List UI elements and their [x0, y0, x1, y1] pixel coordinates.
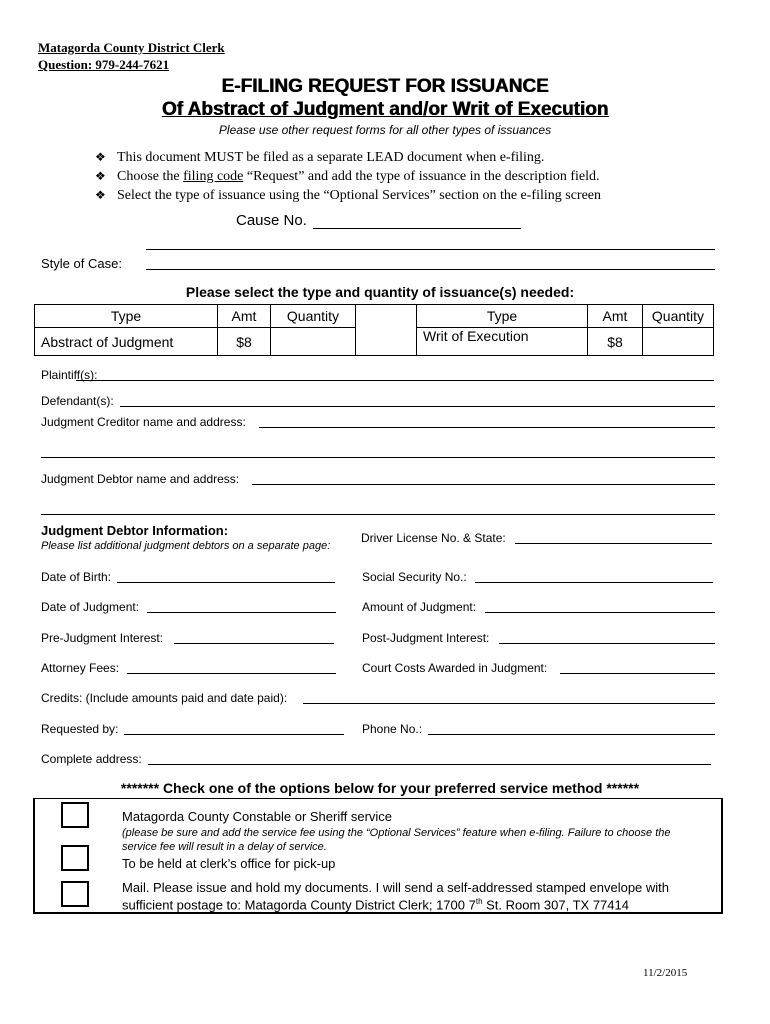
style-of-case-label: Style of Case:	[41, 256, 122, 271]
col-amt-2: Amt	[588, 305, 643, 328]
creditor-field-2[interactable]	[41, 457, 715, 458]
abstract-quantity-field[interactable]	[271, 328, 356, 356]
address-field[interactable]	[148, 764, 711, 765]
instruction-3: ❖ Select the type of issuance using the “Optional Services” section on the e-filing screen	[95, 188, 602, 203]
style-of-case-field-1[interactable]	[146, 249, 715, 250]
debtor-label: Judgment Debtor name and address:	[41, 472, 240, 486]
date-judgment-field[interactable]	[147, 612, 336, 613]
form-subtitle: Of Abstract of Judgment and/or Writ of Execution	[161, 99, 609, 120]
writ-quantity-field[interactable]	[643, 328, 714, 356]
col-type: Type	[35, 305, 218, 328]
col-quantity: Quantity	[271, 305, 356, 328]
instruction-2: ❖ Choose the filing code “Request” and add the type of issuance in the description field.	[95, 169, 600, 184]
driver-license-field[interactable]	[515, 543, 712, 544]
debtor-field-1[interactable]	[252, 484, 715, 485]
issuance-table	[34, 304, 714, 356]
abstract-type: Abstract of Judgment	[35, 328, 218, 356]
bullet-icon: ❖	[95, 150, 106, 164]
credits-field[interactable]	[303, 703, 715, 704]
constable-checkbox[interactable]	[61, 802, 89, 828]
credits-label: Credits: (Include amounts paid and date paid):	[41, 691, 288, 705]
bullet-icon: ❖	[95, 188, 106, 202]
writ-amt: $8	[588, 328, 643, 356]
pre-interest-label: Pre-Judgment Interest:	[41, 631, 164, 645]
debtor-info-note: Please list additional judgment debtors on a separate page:	[41, 540, 331, 552]
driver-license-label: Driver License No. & State:	[361, 531, 506, 545]
court-costs-field[interactable]	[560, 673, 715, 674]
attorney-fees-label: Attorney Fees:	[41, 661, 120, 675]
requested-by-label: Requested by:	[41, 722, 119, 736]
question-phone: Question: 979-244-7621	[38, 57, 170, 72]
col-amt: Amt	[218, 305, 271, 328]
amount-judgment-field[interactable]	[485, 612, 715, 613]
opt-constable-note: (please be sure and add the service fee using the “Optional Services” feature when e-filing. Failure to choose the service fee will result in a delay of service.	[122, 827, 671, 853]
debtor-field-2[interactable]	[41, 514, 715, 515]
court-costs-label: Court Costs Awarded in Judgment:	[362, 661, 548, 675]
defendant-label: Defendant(s):	[41, 394, 114, 408]
revision-date: 11/2/2015	[643, 967, 688, 979]
dob-label: Date of Birth:	[41, 570, 112, 584]
phone-field[interactable]	[428, 734, 715, 735]
style-of-case-field-2[interactable]	[146, 269, 715, 270]
opt-constable-label: Matagorda County Constable or Sheriff service	[122, 809, 393, 824]
post-interest-label: Post-Judgment Interest:	[362, 631, 490, 645]
opt-mail-line2: sufficient postage to: Matagorda County District Clerk; 1700 7th St. Room 307, TX 77414	[122, 897, 629, 913]
cause-no-label: Cause No.	[236, 212, 307, 229]
instruction-1: ❖ This document MUST be filed as a separate LEAD document when e-filing.	[95, 150, 545, 165]
opt-mail-line1: Mail. Please issue and hold my documents. I will send a self-addressed stamped envelope with	[122, 880, 670, 895]
writ-type: Writ of Execution	[417, 328, 588, 356]
pre-interest-field[interactable]	[174, 643, 334, 644]
col-type-2: Type	[417, 305, 588, 328]
phone-label: Phone No.:	[362, 722, 423, 736]
dob-field[interactable]	[117, 582, 335, 583]
debtor-info-heading: Judgment Debtor Information:	[41, 523, 229, 538]
service-heading: ******* Check one of the options below for your preferred service method ******	[120, 780, 640, 796]
form-note: Please use other request forms for all other types of issuances	[218, 123, 552, 137]
form-title: E-FILING REQUEST FOR ISSUANCE	[221, 76, 549, 97]
mail-checkbox[interactable]	[61, 881, 89, 907]
ssn-label: Social Security No.:	[362, 570, 467, 584]
attorney-fees-field[interactable]	[127, 673, 336, 674]
creditor-label: Judgment Creditor name and address:	[41, 415, 246, 429]
opt-pickup-label: To be held at clerk’s office for pick-up	[122, 856, 336, 871]
creditor-field-1[interactable]	[259, 427, 715, 428]
issuance-heading: Please select the type and quantity of issuance(s) needed:	[185, 284, 575, 300]
pickup-checkbox[interactable]	[61, 845, 89, 871]
cause-no-field[interactable]	[313, 228, 521, 229]
abstract-amt: $8	[218, 328, 271, 356]
date-judgment-label: Date of Judgment:	[41, 600, 140, 614]
requested-by-field[interactable]	[124, 734, 344, 735]
filing-code-link: filing code	[183, 169, 244, 184]
ssn-field[interactable]	[475, 582, 713, 583]
defendant-field[interactable]	[120, 406, 715, 407]
post-interest-field[interactable]	[499, 643, 715, 644]
office-name: Matagorda County District Clerk	[38, 40, 225, 55]
address-label: Complete address:	[41, 752, 142, 766]
plaintiff-label: Plaintiff(s):	[41, 368, 98, 382]
col-quantity-2: Quantity	[643, 305, 714, 328]
bullet-icon: ❖	[95, 169, 106, 183]
amount-judgment-label: Amount of Judgment:	[362, 600, 477, 614]
plaintiff-field[interactable]	[76, 380, 714, 381]
